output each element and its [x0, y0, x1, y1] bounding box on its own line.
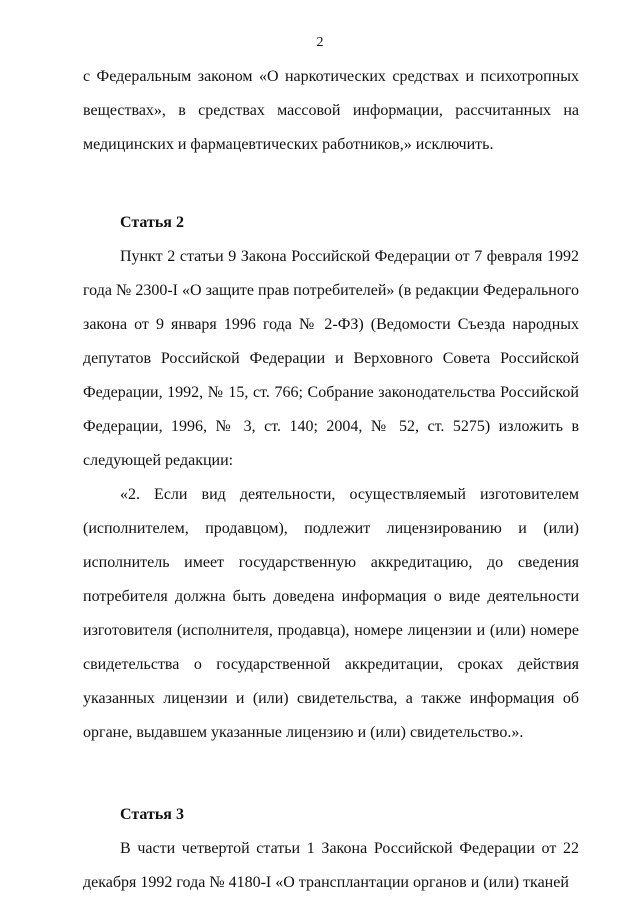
spacer — [83, 750, 579, 798]
article-3-paragraph: В части четвертой статьи 1 Закона Российской Федерации от 22 декабря 1992 года № 4180-I «О трансплантации органов и (или) тканей — [83, 840, 579, 891]
article-2-quote-paragraph: «2. Если вид деятельности, осуществляемый изготовителем (исполнителем, продавцом), подлежит лицензированию и (или) исполнитель имеет государственную аккредитацию, до сведения потребителя должна быть доведена информация о виде деятельности изготовителя (исполнителя, продавца), номере лицензии и (или) номере свидетельства о государственной аккредитации, сроках действия указанных лицензии и (или) свидетельства, а также информация об органе, выдавшем указанные лицензию и (или) свидетельство.». — [83, 486, 579, 741]
paragraph-continuation: с Федеральным законом «О наркотических средствах и психотропных веществах», в средствах массовой информации, рассчитанных на медицинских и фармацевтических работников,» исключить. — [83, 68, 579, 153]
article-3-heading: Статья 3 — [120, 806, 184, 823]
spacer — [83, 162, 579, 206]
article-2-paragraph: Пункт 2 статьи 9 Закона Российской Федерации от 7 февраля 1992 года № 2300-I «О защите прав потребителей» (в редакции Федерального закона от 9 января 1996 года № 2-ФЗ) (Ведомости Съезда народных депутатов Российской Федерации и Верховного Совета Российской Федерации, 1992, № 15, ст. 766; Собрание законодательства Российской Федерации, 1996, № 3, ст. 140; 2004, № 52, ст. 5275) изложить в следующей редакции: — [83, 248, 579, 469]
article-2-heading: Статья 2 — [120, 214, 184, 231]
page-number: 2 — [316, 35, 324, 50]
document-body — [83, 60, 579, 900]
